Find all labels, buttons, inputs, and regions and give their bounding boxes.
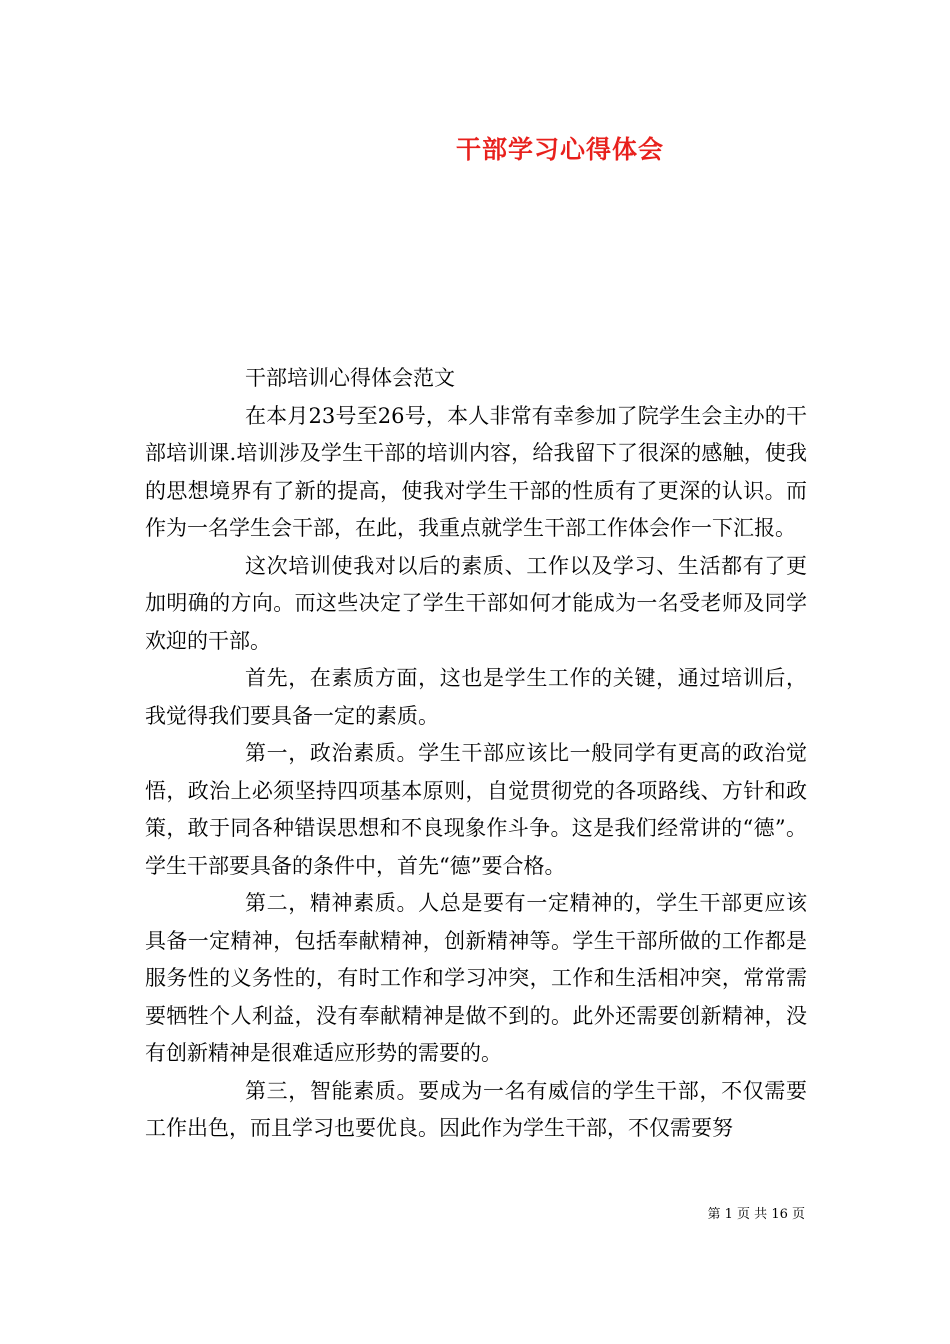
paragraph-political-quality: 第一，政治素质。学生干部应该比一般同学有更高的政治觉悟，政治上必须坚持四项基本原则，自觉贯彻党的各项路线、方针和政策，敢于同各种错误思想和不良现象作斗争。这是我们经常讲的“德”。学生干部要具备的条件中，首先“德”要合格。: [145, 741, 807, 878]
document-body: [145, 360, 807, 1148]
subtitle: 干部培训心得体会范文: [245, 366, 455, 390]
paragraph-intro: 在本月23号至26号，本人非常有幸参加了院学生会主办的干部培训课.培训涉及学生干部的培训内容，给我留下了很深的感触，使我的思想境界有了新的提高，使我对学生干部的性质有了更深的认识。而作为一名学生会干部，在此，我重点就学生干部工作体会作一下汇报。: [145, 403, 807, 540]
paragraph-intellectual-quality: 第三，智能素质。要成为一名有威信的学生干部，不仅需要工作出色，而且学习也要优良。因此作为学生干部，不仅需要努: [145, 1078, 807, 1140]
paragraph-spiritual-quality: 第二，精神素质。人总是要有一定精神的，学生干部更应该具备一定精神，包括奉献精神，创新精神等。学生干部所做的工作都是服务性的义务性的，有时工作和学习冲突，工作和生活相冲突，常常需要牺牲个人利益，没有奉献精神是做不到的。此外还需要创新精神，没有创新精神是很难适应形势的需要的。: [145, 891, 807, 1065]
paragraph-direction: 这次培训使我对以后的素质、工作以及学习、生活都有了更加明确的方向。而这些决定了学生干部如何才能成为一名受老师及同学欢迎的干部。: [145, 553, 807, 653]
page-title: 干部学习心得体会: [455, 135, 664, 164]
paragraph-quality-overview: 首先，在素质方面，这也是学生工作的关键，通过培训后，我觉得我们要具备一定的素质。: [145, 666, 807, 728]
page-number: 第 1 页 共 16 页: [707, 1207, 805, 1222]
